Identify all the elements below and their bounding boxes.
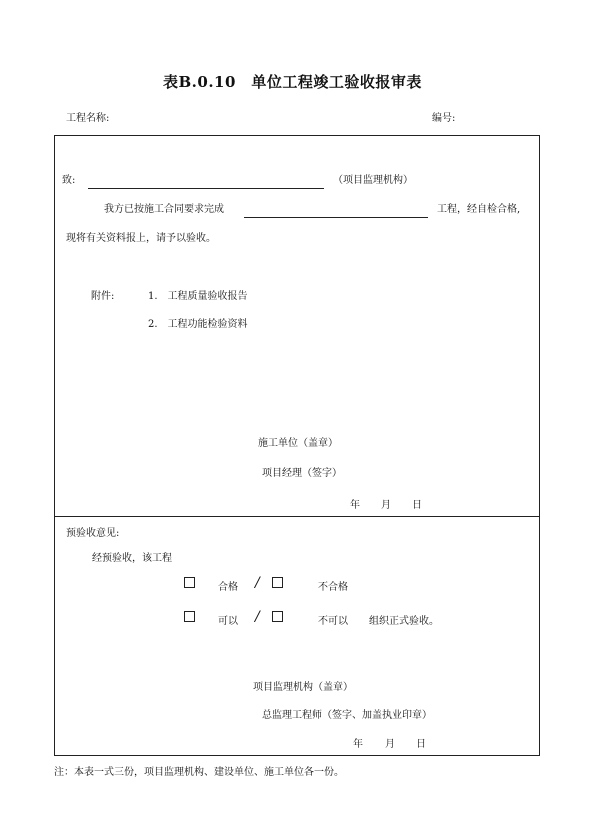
number-label: 编号: [432,113,456,124]
to-label: 致: [62,175,76,186]
opinion-label: 预验收意见: [66,528,120,539]
date-year: 年 [350,500,360,511]
project-name-label: 工程名称: [66,113,110,124]
not-qualified-label: 不合格 [318,582,348,593]
statement-prefix: 我方已按施工合同要求完成 [104,204,224,215]
construction-unit-seal: 施工单位（盖章） [258,438,338,449]
pre-acceptance-text: 经预验收，该工程 [92,553,172,564]
formal-acceptance-text: 组织正式验收。 [369,616,439,627]
statement-suffix: 工程，经自检合格, [437,204,521,215]
chief-engineer-signature: 总监理工程师（签字、加盖执业印章） [262,710,432,721]
project-name-blank[interactable] [244,217,428,218]
date-day: 日 [416,739,426,750]
qualified-label: 合格 [218,582,238,593]
supervision-org-suffix: （项目监理机构） [333,175,413,186]
date-year: 年 [353,739,363,750]
date-day: 日 [412,500,422,511]
section-divider [54,516,540,517]
project-manager-signature: 项目经理（签字） [262,468,342,479]
may-not-organize-label: 不可以 [318,616,348,627]
statement-line2: 现将有关资料报上，请予以验收。 [66,233,216,244]
may-not-organize-checkbox[interactable] [272,611,283,622]
may-organize-checkbox[interactable] [184,611,195,622]
attachment-label: 附件: [91,291,115,302]
date-month: 月 [381,500,391,511]
not-qualified-checkbox[interactable] [272,577,283,588]
footnote: 注：本表一式三份，项目监理机构、建设单位、施工单位各一份。 [54,767,344,778]
date-month: 月 [385,739,395,750]
slash-separator: / [255,575,260,591]
attachment-item: 2. 工程功能检验资料 [148,319,248,330]
may-organize-label: 可以 [218,616,238,627]
supervision-org-blank[interactable] [88,188,324,189]
slash-separator: / [255,609,260,625]
supervision-org-seal: 项目监理机构（盖章） [253,682,353,693]
qualified-checkbox[interactable] [184,577,195,588]
attachment-item: 1. 工程质量验收报告 [148,291,248,302]
form-title: 表B.0.10 单位工程竣工验收报审表 [163,73,422,91]
